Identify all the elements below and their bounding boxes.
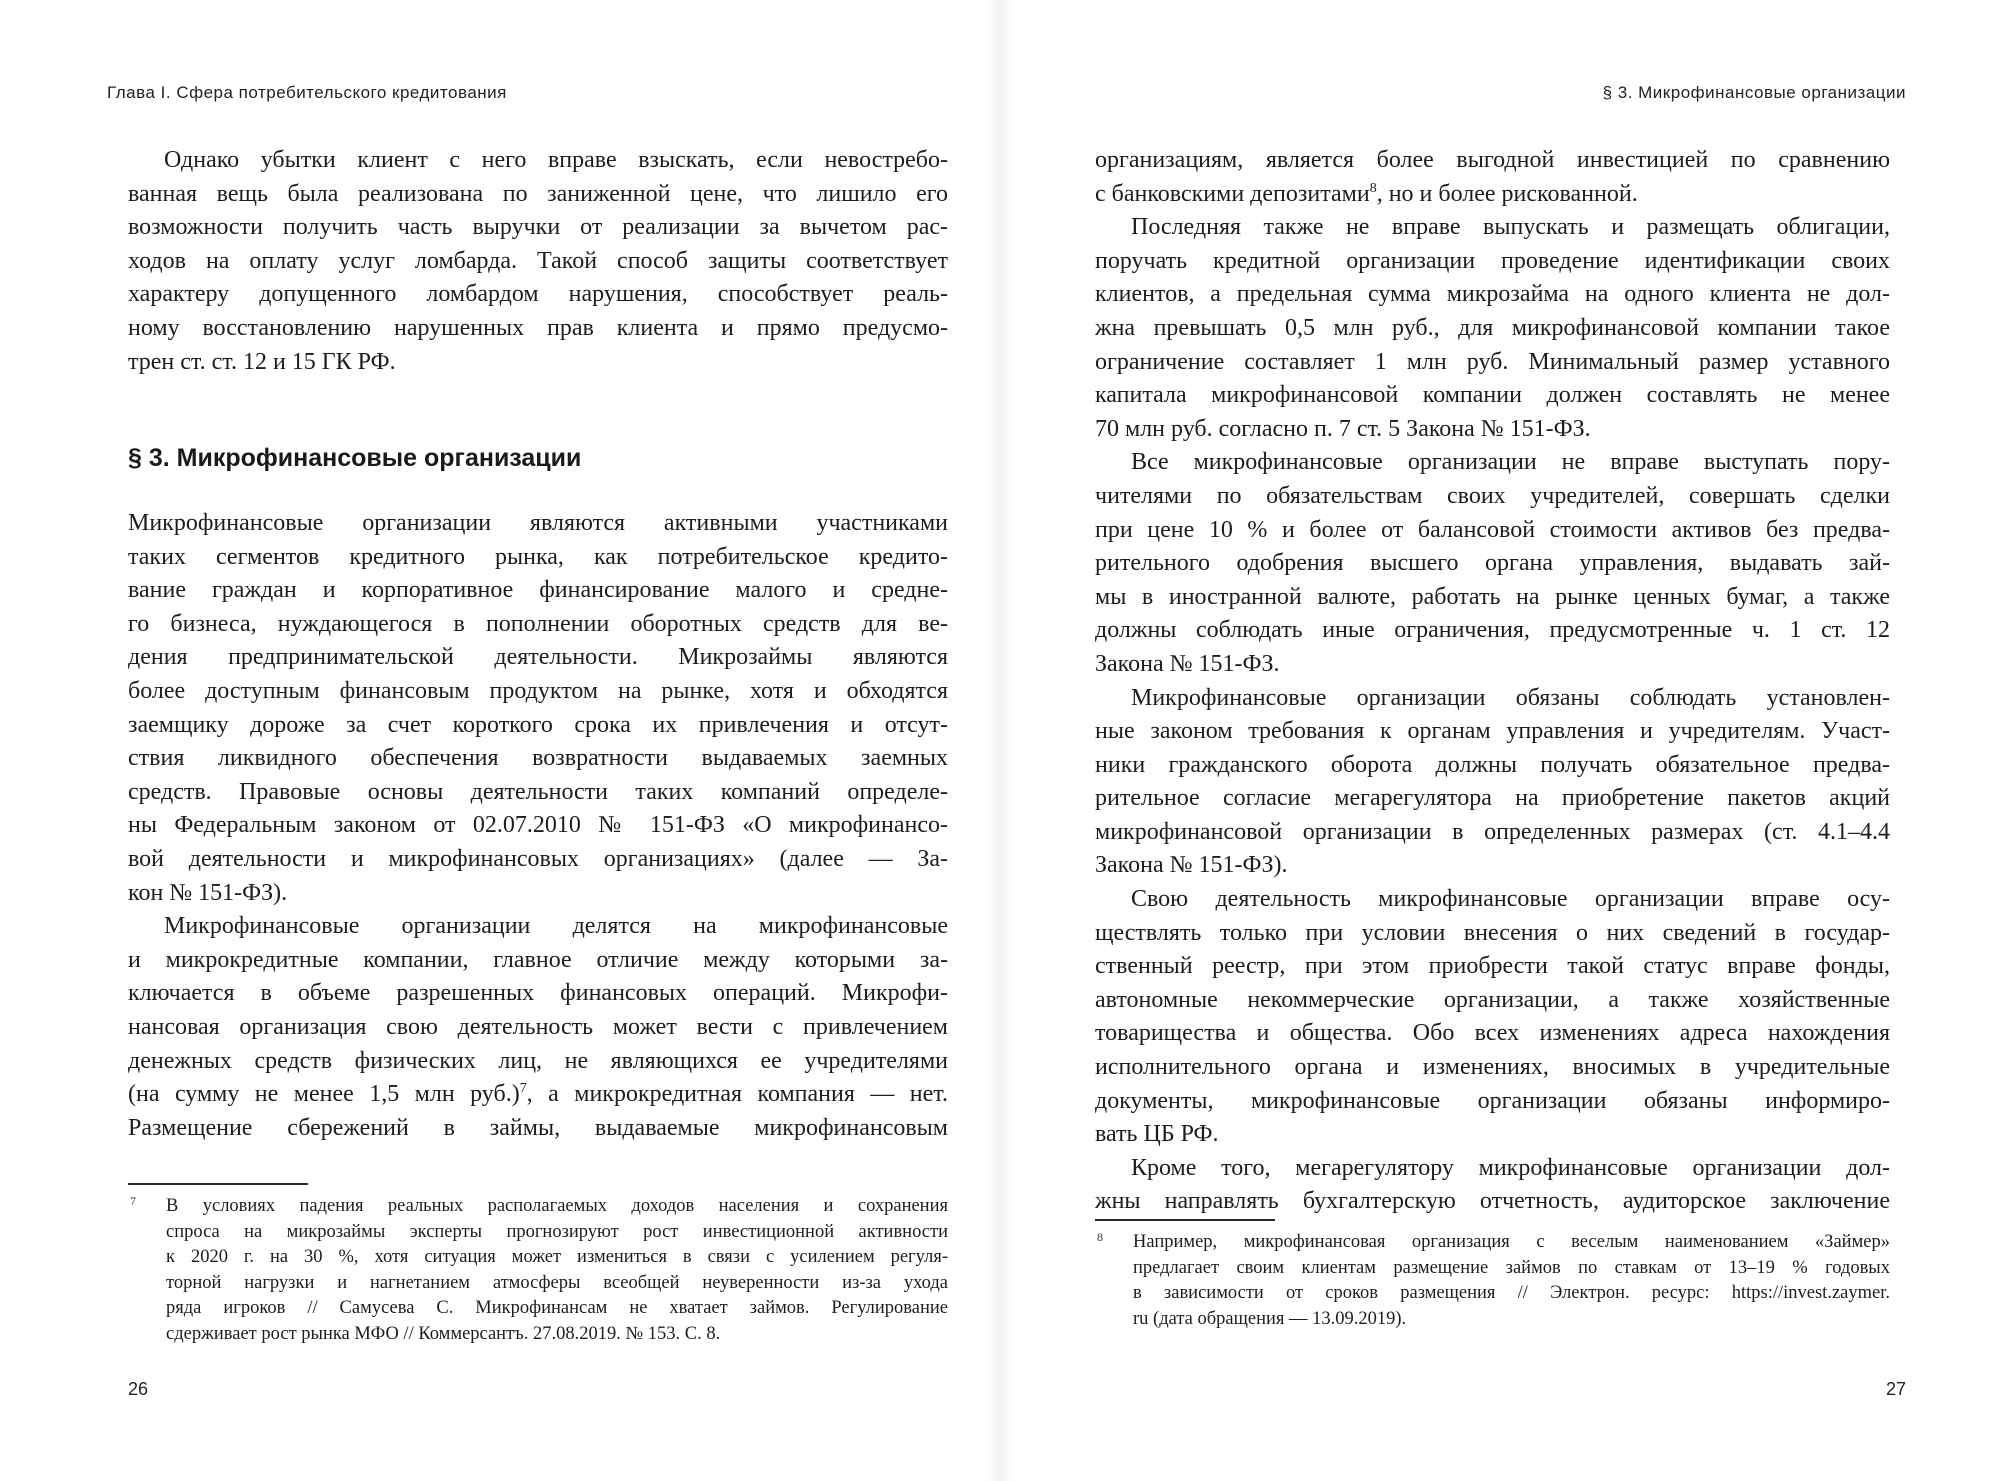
text-line: Все микрофинансовые организации не вправе выступать пору- bbox=[1131, 449, 1890, 476]
text-line: более доступным финансовым продуктом на рынке, хотя и обходятся bbox=[128, 677, 948, 704]
footnote-rule bbox=[128, 1183, 308, 1185]
text-fragment: , но и более рискованной. bbox=[1376, 180, 1638, 207]
footnote-line: спроса на микрозаймы эксперты прогнозируют рост инвестиционной активности bbox=[166, 1221, 948, 1242]
text-line: при цене 10 % и более от балансовой стоимости активов без предва- bbox=[1095, 516, 1890, 543]
text-line: ходов на оплату услуг ломбарда. Такой способ защиты соответствует bbox=[128, 247, 948, 274]
text-line: поручать кредитной организации проведение идентификации своих bbox=[1095, 247, 1890, 274]
text-line: мы в иностранной валюте, работать на рынке ценных бумаг, а также bbox=[1095, 583, 1890, 610]
footnote-line: ряда игроков // Самусева С. Микрофинансам не хватает займов. Регулирование bbox=[166, 1298, 948, 1319]
footnote-ref-8: 8 bbox=[1369, 180, 1377, 196]
footnote-rule bbox=[1095, 1219, 1275, 1221]
text-line: заемщику дороже за счет короткого срока их привлечения и отсут- bbox=[128, 711, 948, 738]
text-line: вать ЦБ РФ. bbox=[1095, 1121, 1219, 1148]
text-line: трен ст. ст. 12 и 15 ГК РФ. bbox=[128, 348, 396, 375]
text-line: микрофинансовой организации в определенных размерах (ст. 4.1–4.4 bbox=[1095, 818, 1890, 845]
text-line-with-footnote-ref bbox=[1095, 178, 1890, 212]
footnote-line: Например, микрофинансовая организация с веселым наименованием «Займер» bbox=[1133, 1232, 1890, 1252]
text-line: ограничение составляет 1 млн руб. Минимальный размер уставного bbox=[1095, 348, 1890, 375]
text-line: Микрофинансовые организации являются активными участниками bbox=[128, 510, 948, 536]
text-line: автономные некоммерческие организации, а также хозяйственные bbox=[1095, 986, 1890, 1013]
text-line: кон № 151-ФЗ). bbox=[128, 879, 288, 906]
section-heading: § 3. Микрофинансовые организации bbox=[128, 444, 582, 472]
left-top-paragraph bbox=[128, 144, 948, 379]
text-line: Микрофинансовые организации обязаны соблюдать установлен- bbox=[1131, 684, 1890, 711]
text-fragment: с банковскими депозитами bbox=[1095, 180, 1370, 207]
text-line: нансовая организация свою деятельность может вести с привлечением bbox=[128, 1013, 948, 1040]
text-line: клиентов, а предельная сумма микрозайма на одного клиента не дол- bbox=[1095, 281, 1890, 308]
text-line: денежных средств физических лиц, не являющихся ее учредителями bbox=[128, 1047, 948, 1074]
text-line: Кроме того, мегарегулятору микрофинансовые организации дол- bbox=[1131, 1154, 1890, 1181]
right-main-text bbox=[1095, 144, 1890, 1219]
page-number-right: 27 bbox=[1885, 1379, 1906, 1399]
text-line: ные законом требования к органам управления и учредителям. Участ- bbox=[1095, 718, 1890, 745]
text-line: жна превышать 0,5 млн руб., для микрофинансовой компании такое bbox=[1095, 314, 1890, 341]
text-line: Микрофинансовые организации делятся на микрофинансовые bbox=[164, 913, 948, 940]
text-line: ществлять только при условии внесения о них сведений в государ- bbox=[1095, 919, 1890, 946]
text-line: документы, микрофинансовые организации обязаны информиро- bbox=[1095, 1087, 1890, 1114]
text-fragment: (на сумму не менее 1,5 млн руб.) bbox=[128, 1081, 520, 1108]
footnote-ref-7: 7 bbox=[519, 1081, 527, 1097]
text-line: ственный реестр, при этом приобрести такой статус вправе фонды, bbox=[1095, 953, 1890, 980]
footnote-7 bbox=[128, 1194, 948, 1348]
text-line: организациям, является более выгодной инвестицией по сравнению bbox=[1095, 147, 1890, 173]
running-head-right: § 3. Микрофинансовые организации bbox=[1602, 83, 1906, 102]
text-line: возможности получить часть выручки от реализации за вычетом рас- bbox=[128, 214, 948, 241]
footnote-line: ru (дата обращения — 13.09.2019). bbox=[1133, 1308, 1407, 1329]
text-line: средств. Правовые основы деятельности таких компаний определе- bbox=[128, 778, 948, 805]
text-line: ванная вещь была реализована по заниженной цене, что лишило его bbox=[128, 180, 948, 207]
text-line: дения предпринимательской деятельности. Микрозаймы являются bbox=[128, 644, 948, 671]
page-number-left: 26 bbox=[128, 1379, 149, 1399]
text-line: ствия ликвидного обеспечения возвратности выдаваемых заемных bbox=[128, 745, 948, 772]
running-head-left: Глава I. Сфера потребительского кредитования bbox=[107, 83, 507, 102]
text-line: рительное согласие мегарегулятора на приобретение пакетов акций bbox=[1095, 785, 1890, 812]
text-line: характеру допущенного ломбардом нарушения, способствует реаль- bbox=[128, 281, 948, 308]
right-page bbox=[1000, 0, 2000, 1481]
text-line: товарищества и общества. Обо всех изменениях адреса нахождения bbox=[1095, 1020, 1890, 1047]
text-line: 70 млн руб. согласно п. 7 ст. 5 Закона № 151-ФЗ. bbox=[1095, 415, 1591, 442]
text-line: рительного одобрения высшего органа управления, выдавать зай- bbox=[1095, 550, 1890, 577]
text-line: вание граждан и корпоративное финансирование малого и средне- bbox=[128, 577, 948, 604]
text-line: вой деятельности и микрофинансовых организациях» (далее — За- bbox=[128, 845, 948, 872]
text-line: ному восстановлению нарушенных прав клиента и прямо предусмо- bbox=[128, 314, 948, 341]
text-line: Закона № 151-ФЗ). bbox=[1095, 852, 1288, 879]
text-line: должны соблюдать иные ограничения, предусмотренные ч. 1 ст. 12 bbox=[1095, 617, 1890, 644]
text-line: жны направлять бухгалтерскую отчетность, аудиторское заключение bbox=[1095, 1188, 1890, 1215]
footnote-line: в зависимости от сроков размещения // Электрон. ресурс: https://invest.zaymer. bbox=[1133, 1283, 1890, 1304]
footnote-number: 8 bbox=[1097, 1230, 1103, 1244]
text-line: го бизнеса, нуждающегося в пополнении оборотных средств для ве- bbox=[128, 610, 948, 637]
text-line: Последняя также не вправе выпускать и размещать облигации, bbox=[1131, 214, 1890, 241]
left-main-text bbox=[128, 507, 948, 1145]
text-line: исполнительного органа и изменениях, вносимых в учредительные bbox=[1095, 1054, 1890, 1081]
text-line: ны Федеральным законом от 02.07.2010 № 151-ФЗ «О микрофинансо- bbox=[128, 812, 948, 839]
text-line: капитала микрофинансовой компании должен составлять не менее bbox=[1095, 382, 1890, 409]
footnote-8 bbox=[1095, 1230, 1890, 1332]
text-line: Размещение сбережений в займы, выдаваемые микрофинансовым bbox=[128, 1114, 948, 1141]
footnote-line: сдерживает рост рынка МФО // Коммерсантъ. 27.08.2019. № 153. С. 8. bbox=[166, 1323, 721, 1344]
footnote-line: В условиях падения реальных располагаемых доходов населения и сохранения bbox=[166, 1196, 948, 1216]
footnote-line: торной нагрузки и нагнетанием атмосферы всеобщей неуверенности из-за ухода bbox=[166, 1272, 948, 1293]
text-line-with-footnote-ref bbox=[128, 1078, 948, 1112]
footnote-line: предлагает своим клиентам размещение займов по ставкам от 13–19 % годовых bbox=[1133, 1257, 1890, 1278]
text-line: Однако убытки клиент с него вправе взыскать, если невостребо- bbox=[164, 147, 948, 173]
text-line: ники гражданского оборота должны получать обязательное предва- bbox=[1095, 751, 1890, 778]
text-fragment: , а микрокредитная компания — нет. bbox=[526, 1081, 948, 1108]
text-line: чителями по обязательствам своих учредителей, совершать сделки bbox=[1095, 482, 1890, 509]
text-line: Закона № 151-ФЗ. bbox=[1095, 650, 1280, 677]
footnote-number: 7 bbox=[130, 1194, 136, 1208]
footnote-line: к 2020 г. на 30 %, хотя ситуация может измениться в связи с усилением регуля- bbox=[166, 1247, 948, 1268]
text-line: ключается в объеме разрешенных финансовых операций. Микрофи- bbox=[128, 980, 948, 1007]
text-line: Свою деятельность микрофинансовые организации вправе осу- bbox=[1131, 886, 1890, 913]
text-line: таких сегментов кредитного рынка, как потребительское кредито- bbox=[128, 543, 948, 570]
text-line: и микрокредитные компании, главное отличие между которыми за- bbox=[128, 946, 948, 973]
